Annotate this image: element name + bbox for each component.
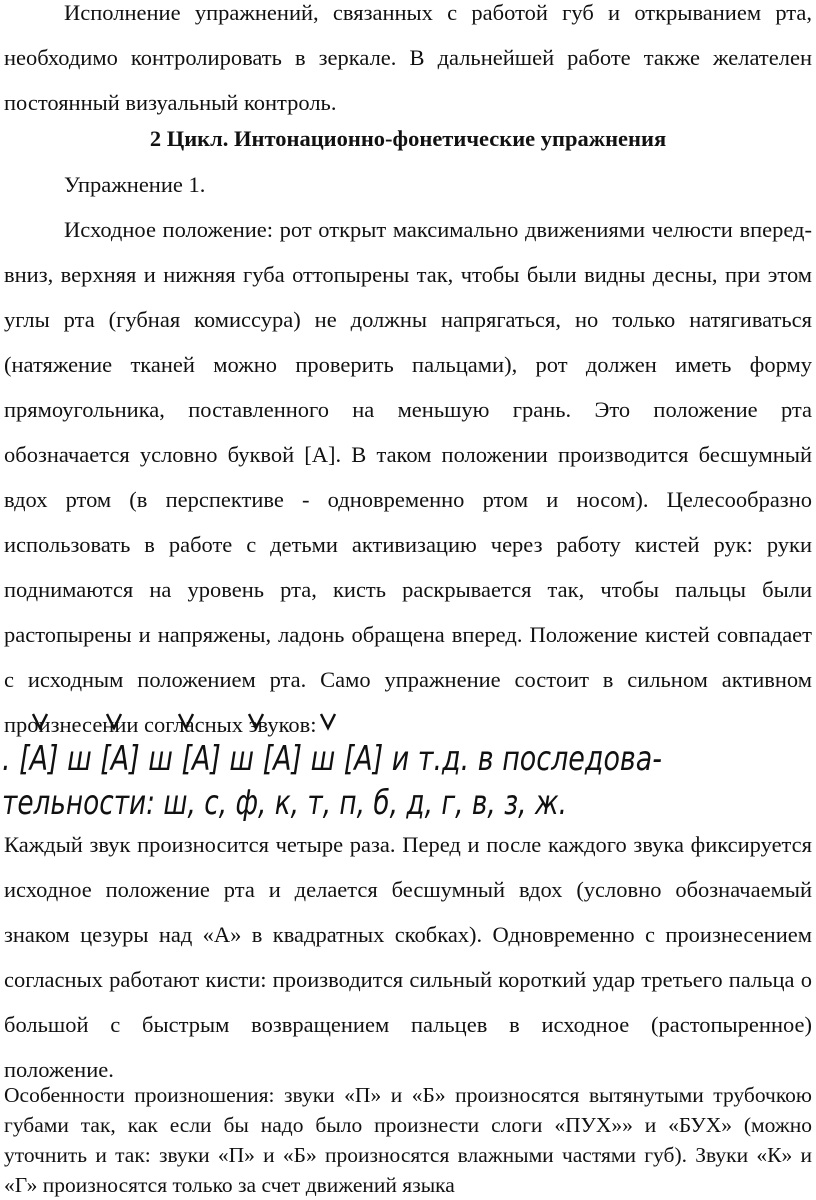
caesura-mark <box>321 714 335 728</box>
explanation-paragraph: Каждый звук произносится четыре раза. Перед и после каждого звука фиксируется исходное положение рта и делается бесшумный вдох (условно обозначаемый знаком цезуры над «А» в квадратных скобках). Одновременно с произнесением согласных работают кисти: производится сильный короткий удар третьего пальца о большой с быстрым возвращением пальцев в исходное (растопыренное) положение. <box>4 832 812 1082</box>
caesura-mark <box>107 714 121 728</box>
caesura-mark <box>33 714 47 728</box>
pronunciation-paragraph: Особенности произношения: звуки «П» и «Б» произносятся вытянутыми трубочкою губами так, как если бы надо было произнести слоги «ПУХ»» и «БУХ» (можно уточнить и так: звуки «П» и «Б» произносятся влажными частями губ). Звуки «К» и «Г» произносятся только за счет движений языка <box>4 1083 812 1197</box>
intro-paragraph: Исполнение упражнений, связанных с работой губ и открыванием рта, необходимо контролировать в зеркале. В дальнейшей работе также желателен постоянный визуальный контроль. <box>4 0 812 115</box>
handwritten-scheme <box>0 706 816 826</box>
caesura-mark <box>179 714 193 728</box>
exercise-label: Упражнение 1. <box>64 172 206 197</box>
exercise-description-paragraph: Исходное положение: рот открыт максимально движениями челюсти вперед-вниз, верхняя и нижняя губа оттопырены так, чтобы были видны десны, при этом углы рта (губная комиссура) не должны напрягаться, но только натягиваться (натяжение тканей можно проверить пальцами), рот должен иметь форму прямоугольника, поставленного на меньшую грань. Это положение рта обозначается условно буквой [А]. В таком положении производится бесшумный вдох ртом (в перспективе - одновременно ртом и носом). Целесообразно использовать в работе с детьми активизацию через работу кистей рук: руки поднимаются на уровень рта, кисть раскрывается так, чтобы пальцы были растопырены и напряжены, ладонь обращена вперед. Положение кистей совпадает с исходным положением рта. Само упражнение состоит в сильном активном произнесении согласных звуков: <box>4 217 812 737</box>
scheme-line-1: . [А] ш [А] ш [А] ш [А] ш [А] и т.д. в последова- <box>2 739 662 779</box>
scheme-line-2: тельности: ш, с, ф, к, т, п, б, д, г, в, з, ж. <box>2 783 567 823</box>
section-heading: 2 Цикл. Интонационно-фонетические упражнения <box>149 126 667 151</box>
caesura-mark <box>249 714 263 728</box>
caesura-marks <box>33 714 335 728</box>
